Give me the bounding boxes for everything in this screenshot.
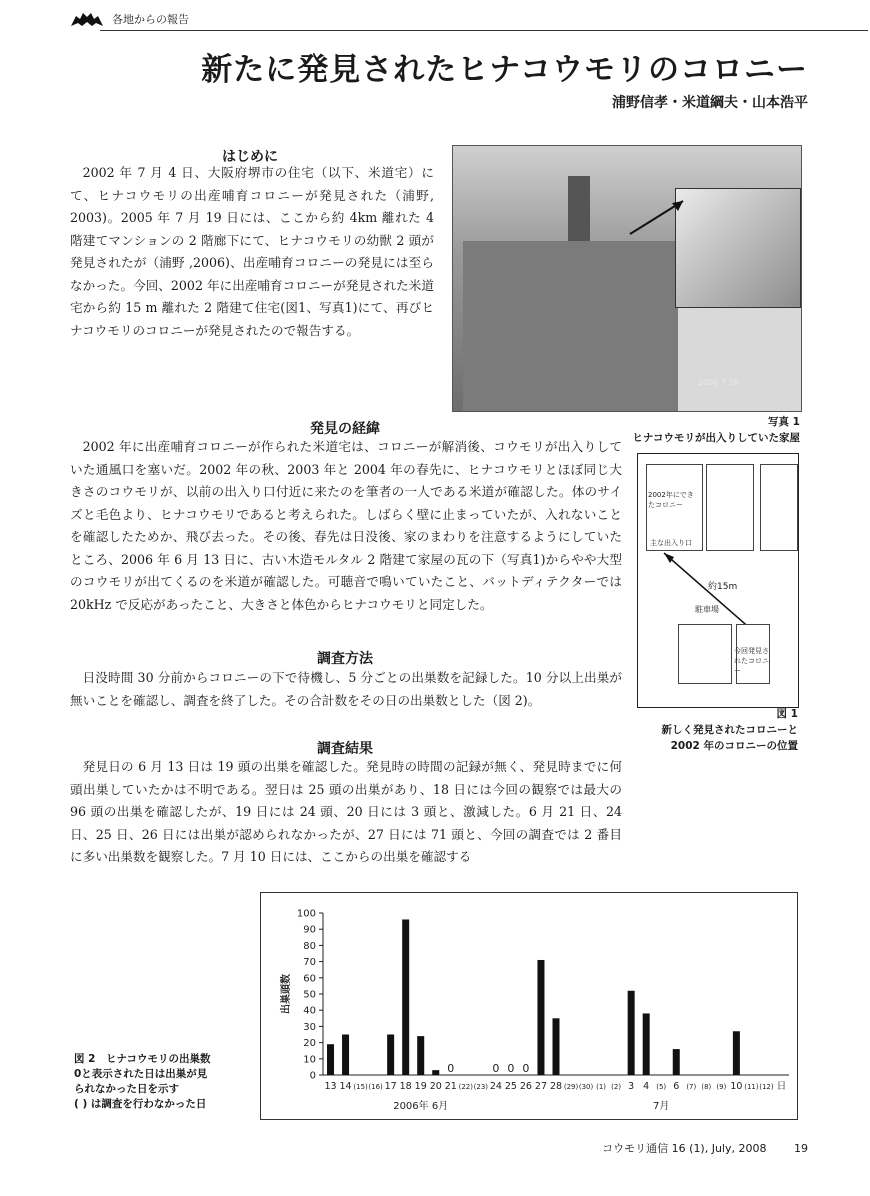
- y-tick-label: 70: [303, 957, 316, 969]
- bar: [733, 1031, 740, 1075]
- x-tick-label: (8): [701, 1083, 712, 1091]
- x-tick-label: (9): [716, 1083, 727, 1091]
- bar: [537, 960, 544, 1075]
- x-tick-label: 3: [628, 1081, 635, 1092]
- heading-intro: はじめに: [222, 149, 278, 165]
- para-discovery: 2002 年に出産哺育コロニーが作られた米道宅は、コロニーが解消後、コウモリが出入りしていた通風口を塞いだ。2002 年の秋、2003 年と 2004 年の春先に、ヒナコウモリとほぼ同じ大きさのコウモリが、以前の出入り口付近に来たのを筆者の一人である米道が確認した。体のサイズと毛色より、ヒナコウモリであると考えられた。しばらく壁に止まっていたが、入れないことを確認したためか、飛び去った。その後、春先は日没後、家のまわりを注意するようにしていたところ、2006 年 6 月 13 日に、古い木造モルタル 2 階建て家屋の瓦の下（写真1)からやや大型のコウモリが出てくるのを米道が確認した。可聴音で鳴いていたこと、バットディテクターでは 20kHz で反応があったこと、大きさと体色からヒナコウモリと同定した。: [70, 439, 623, 612]
- zero-label: 0: [507, 1062, 515, 1075]
- x-tick-label: (11): [744, 1083, 759, 1091]
- bar: [417, 1036, 424, 1075]
- y-tick-label: 10: [303, 1054, 316, 1066]
- x-tick-label: (1): [596, 1083, 607, 1091]
- para-results: 発見日の 6 月 13 日は 19 頭の出巣を確認した。発見時の時間の記録が無く、発見時までに何頭出巣していたかは不明である。翌日は 25 頭の出巣があり、18 日には今回の観察では最大の 96 頭の出巣を確認したが、19 日には 24 頭、20 日には 3 頭と、激減した。6 月 21 日、24 日、25 日、26 日には出巣が認められなかったが、27 日には 71 頭と、今回の調査では 2 番目に多い出巣数を観察した。7 月 10 日には、ここからの出巣を確認する: [70, 759, 622, 864]
- month-label: 2006年 6月: [393, 1101, 449, 1112]
- zero-label: 0: [492, 1062, 500, 1075]
- y-axis-label: 出巣頭数: [281, 974, 292, 1014]
- x-tick-label: (2): [611, 1083, 622, 1091]
- article-authors: 浦野信孝・米道綱夫・山本浩平: [612, 95, 808, 111]
- page-footer: [602, 1140, 808, 1156]
- heading-discovery: 発見の経緯: [310, 421, 380, 437]
- article-title: 新たに発見されたヒナコウモリのコロニー: [201, 52, 808, 88]
- figure2-chart: [261, 893, 797, 1119]
- figure2-chart-frame: [260, 892, 798, 1120]
- y-tick-label: 20: [303, 1038, 316, 1050]
- photo-inset-roof: [675, 188, 801, 308]
- x-tick-label: (15): [353, 1083, 368, 1091]
- x-tick-label: 26: [519, 1081, 532, 1092]
- bar: [553, 1018, 560, 1075]
- y-tick-label: 100: [296, 908, 316, 920]
- map-building-b: [760, 464, 798, 551]
- x-tick-label: 19: [414, 1081, 427, 1092]
- bar: [342, 1035, 349, 1076]
- figure1-map: [637, 453, 799, 708]
- heading-results: 調査結果: [317, 741, 373, 757]
- fig2-caption-line2: 0と表示された日は出巣が見: [74, 1068, 208, 1080]
- heading-method: 調査方法: [317, 651, 373, 667]
- fig2-caption-line3: られなかった日を示す: [74, 1083, 179, 1095]
- x-tick-label: 日: [776, 1081, 787, 1092]
- x-tick-label: 4: [643, 1081, 650, 1092]
- x-tick-label: 13: [324, 1081, 337, 1092]
- header-rule: [100, 30, 868, 31]
- x-tick-label: (22): [458, 1083, 473, 1091]
- map-label-new: 今回発見されたコロニー: [734, 647, 769, 675]
- map-building-a: [706, 464, 754, 551]
- photo-date-stamp: 2006 7 16: [698, 378, 739, 387]
- x-tick-label: 25: [504, 1081, 517, 1092]
- y-tick-label: 0: [309, 1070, 316, 1082]
- x-tick-label: 24: [489, 1081, 502, 1092]
- para-intro: 2002 年 7 月 4 日、大阪府堺市の住宅（以下、米道宅）にて、ヒナコウモリの出産哺育コロニーが発見された（浦野, 2003)。2005 年 7 月 19 日には、ここから約 4km 離れた 4 階建てマンションの 2 階廊下にて、ヒナコウモリの幼獣 2 頭が発見されたが（浦野 ,2006)、出産哺育コロニーの発見には至らなかった。今回、2002 年に出産哺育コロニーが発見された米道宅から約 15 m 離れた 2 階建て住宅(図1、写真1)にて、再びヒナコウモリのコロニーが発見されたので報告する。: [70, 165, 434, 338]
- x-tick-label: (16): [368, 1083, 383, 1091]
- section-label: 各地からの報告: [112, 13, 189, 26]
- y-tick-label: 80: [303, 940, 316, 952]
- y-tick-label: 60: [303, 973, 316, 985]
- x-tick-label: (23): [473, 1083, 489, 1091]
- map-building-c: [678, 624, 732, 684]
- photo-house: [452, 145, 802, 412]
- photo1-caption-text: ヒナコウモリが出入りしていた家屋: [632, 432, 800, 444]
- x-tick-label: 27: [534, 1081, 548, 1092]
- zero-label: 0: [447, 1062, 455, 1075]
- house2-shape: [678, 306, 801, 411]
- footer-page-number: 19: [794, 1142, 808, 1155]
- fig2-caption-line1: 図 2 ヒナコウモリの出巣数: [74, 1053, 211, 1065]
- bat-icon: [70, 10, 104, 28]
- bar: [643, 1013, 650, 1075]
- y-tick-label: 30: [303, 1021, 316, 1033]
- fig1-caption-line1: 新しく発見されたコロニーと: [661, 724, 798, 736]
- x-tick-label: 17: [384, 1081, 397, 1092]
- x-tick-label: 18: [399, 1081, 412, 1092]
- figure2-caption: [74, 1052, 211, 1112]
- x-tick-label: (5): [656, 1083, 667, 1091]
- y-tick-label: 90: [303, 924, 316, 936]
- x-tick-label: 20: [429, 1081, 442, 1092]
- bar: [673, 1049, 680, 1075]
- section-tag: [70, 10, 189, 28]
- zero-label: 0: [522, 1062, 530, 1075]
- y-tick-label: 50: [303, 989, 316, 1001]
- bar: [327, 1044, 334, 1075]
- x-tick-label: (12): [759, 1083, 774, 1091]
- fig1-caption-label: 図 1: [776, 708, 798, 720]
- x-tick-label: 21: [444, 1081, 457, 1092]
- map-label-parking: 駐車場: [695, 605, 719, 614]
- y-tick-label: 40: [303, 1005, 316, 1017]
- x-tick-label: 10: [730, 1081, 743, 1092]
- fig1-caption-line2: 2002 年のコロニーの位置: [670, 740, 798, 752]
- map-label-2002: 2002年にできたコロニー: [648, 491, 694, 509]
- para-method: 日没時間 30 分前からコロニーの下で待機し、5 分ごとの出巣数を記録した。10 分以上出巣が無いことを確認し、調査を終了した。その合計数をその日の出巣数とした（図 2)。: [70, 670, 622, 708]
- month-label: 7月: [653, 1101, 670, 1112]
- house-shape: [463, 241, 683, 411]
- x-tick-label: (7): [686, 1083, 697, 1091]
- map-label-entrance: 主な出入り口: [650, 539, 692, 547]
- x-tick-label: 6: [673, 1081, 680, 1092]
- x-tick-label: 28: [549, 1081, 563, 1092]
- footer-journal: コウモリ通信 16 (1), July, 2008: [602, 1142, 767, 1155]
- arrow-icon: [628, 196, 688, 236]
- x-tick-label: 14: [339, 1081, 352, 1092]
- bar: [432, 1070, 439, 1075]
- bar: [387, 1035, 394, 1076]
- photo1-caption-label: 写真 1: [768, 416, 800, 428]
- x-tick-label: (30): [578, 1083, 594, 1091]
- x-tick-label: (29): [563, 1083, 579, 1091]
- fig2-caption-line4: ( ) は調査を行わなかった日: [74, 1098, 207, 1110]
- bar: [628, 991, 635, 1075]
- map-label-distance: 約15m: [708, 582, 738, 592]
- bar: [402, 919, 409, 1075]
